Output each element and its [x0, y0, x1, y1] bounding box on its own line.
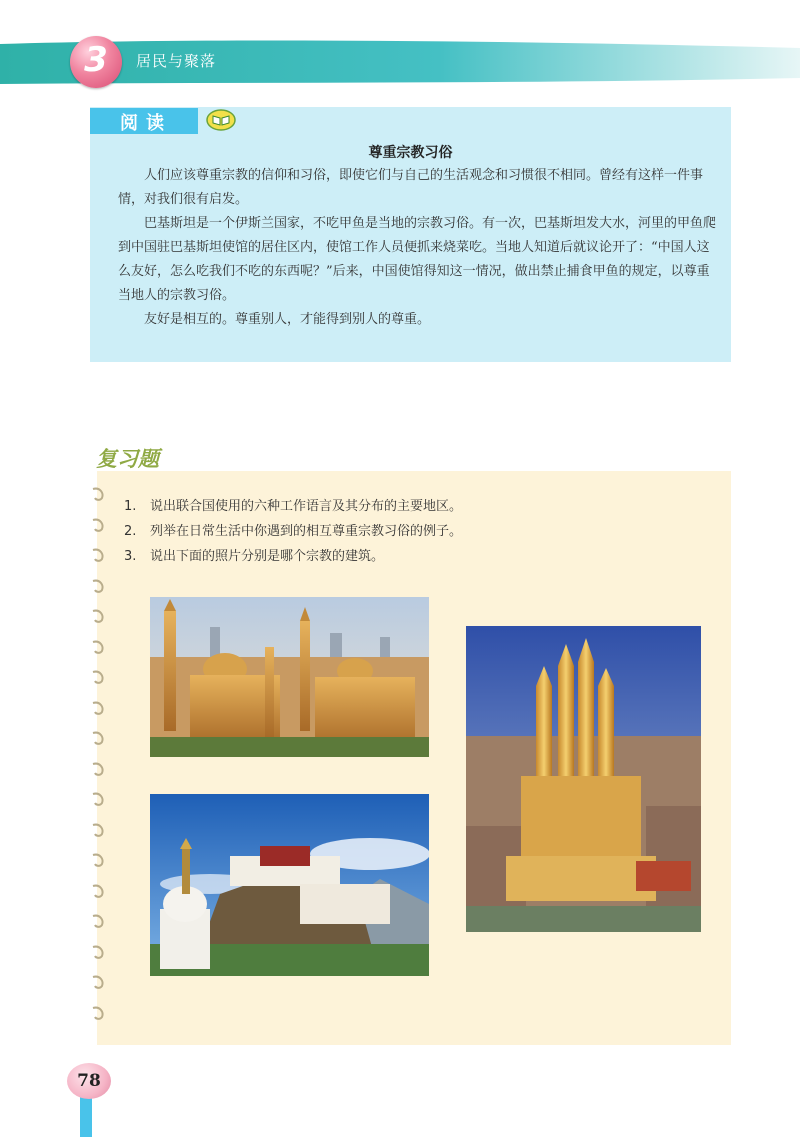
notebook-ring: [90, 729, 108, 747]
review-title: 复习题: [96, 447, 159, 471]
reading-body: [118, 164, 718, 332]
reading-title: 尊重宗教习俗: [368, 145, 453, 161]
question-number: 2.: [124, 524, 137, 539]
notebook-ring: [90, 851, 108, 869]
notebook-ring: [90, 607, 108, 625]
chapter-title: 居民与聚落: [136, 52, 217, 70]
chapter-number: 3: [84, 40, 108, 80]
question-number: 3.: [124, 549, 137, 564]
reading-paragraph: 人们应该尊重宗教的信仰和习俗，即使它们与自己的生活观念和习惯很不相同。曾经有这样一件事情，对我们很有启发。: [118, 168, 704, 207]
notebook-ring: [90, 668, 108, 686]
notebook-ring: [90, 516, 108, 534]
notebook-ring: [90, 882, 108, 900]
question-text: 说出联合国使用的六种工作语言及其分布的主要地区。: [150, 499, 463, 514]
mosque-photo: [150, 597, 429, 757]
notebook-ring: [90, 912, 108, 930]
notebook-ring: [90, 821, 108, 839]
notebook-rings: [90, 485, 112, 1045]
question-item: [124, 544, 462, 569]
notebook-ring: [90, 699, 108, 717]
review-questions: [124, 494, 462, 569]
notebook-ring: [90, 943, 108, 961]
open-book-icon: [206, 109, 236, 131]
question-text: 列举在日常生活中你遇到的相互尊重宗教习俗的例子。: [150, 524, 463, 539]
question-text: 说出下面的照片分别是哪个宗教的建筑。: [150, 549, 385, 564]
page-number: 78: [67, 1063, 111, 1099]
tibetan-palace-photo: [150, 794, 429, 976]
cathedral-photo: [466, 626, 701, 932]
question-item: [124, 519, 462, 544]
chapter-number-badge: [70, 36, 122, 88]
reading-paragraph: 巴基斯坦是一个伊斯兰国家，不吃甲鱼是当地的宗教习俗。有一次，巴基斯坦发大水，河里的甲鱼爬到中国驻巴基斯坦使馆的居住区内，使馆工作人员便抓来烧菜吃。当地人知道后就议论开了：“中国人这么友好，怎么吃我们不吃的东西呢？”后来，中国使馆得知这一情况，做出禁止捕食甲鱼的规定，以尊重当地人的宗教习俗。: [118, 216, 717, 303]
question-item: [124, 494, 462, 519]
reading-paragraph: 友好是相互的。尊重别人，才能得到别人的尊重。: [144, 312, 431, 327]
notebook-ring: [90, 760, 108, 778]
notebook-ring: [90, 485, 108, 503]
notebook-ring: [90, 546, 108, 564]
notebook-ring: [90, 973, 108, 991]
notebook-ring: [90, 790, 108, 808]
notebook-ring: [90, 577, 108, 595]
question-number: 1.: [124, 499, 137, 514]
notebook-ring: [90, 638, 108, 656]
reading-tag-label: 阅读: [120, 113, 172, 134]
notebook-ring: [90, 1004, 108, 1022]
